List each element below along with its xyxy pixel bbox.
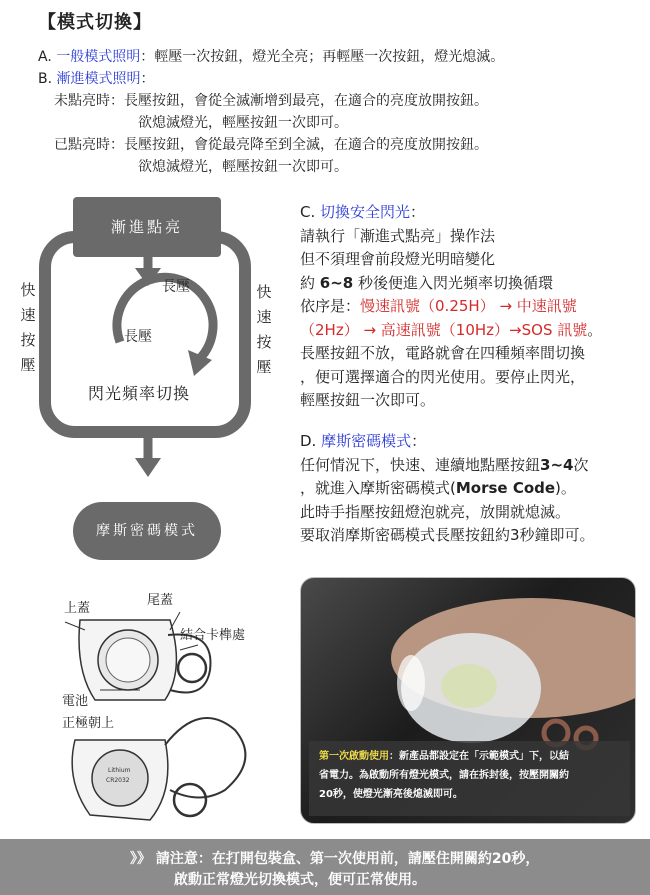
d-line2-post: )。 <box>555 479 576 497</box>
line3-post: 秒後便進入閃光頻率切換循環 <box>353 273 554 292</box>
long-press-label-1: 長壓 <box>162 279 190 295</box>
section-c-line-6: 長壓按鈕不放，電路就會在四種頻率間切換 <box>300 344 586 362</box>
section-c-line-4 <box>300 295 602 319</box>
section-c-heading <box>300 201 602 225</box>
carabiner-top <box>178 654 206 682</box>
label-positive-up: 正極朝上 <box>62 716 115 731</box>
right-char-3: 按 <box>256 333 272 351</box>
arrow-down-2-head <box>135 458 161 477</box>
line3-seconds: 6~8 <box>319 273 354 292</box>
section-d-line-1 <box>300 454 595 478</box>
coin-label-1: Lithium <box>108 767 131 774</box>
section-c-line-8: 輕壓按鈕一次即可。 <box>300 391 436 409</box>
section-c-name: 切換安全閃光 <box>320 203 411 221</box>
left-char-1: 快 <box>20 281 36 299</box>
note-line-3: 20秒，使燈光漸亮後熄滅即可。 <box>319 789 463 800</box>
battery-illustration <box>40 590 290 830</box>
d-line1-count: 3~4 <box>540 455 574 474</box>
first-use-note <box>309 741 630 816</box>
section-b-colon: ： <box>140 71 155 87</box>
section-c-colon: ： <box>410 203 426 221</box>
section-b-heading <box>38 68 155 90</box>
section-a-prefix: A. <box>38 49 57 65</box>
right-char-4: 壓 <box>256 358 272 376</box>
fast-press-label-right <box>256 280 272 380</box>
carabiner-bottom <box>174 784 206 816</box>
section-b-line-2: 欲熄滅燈光，輕壓按鈕一次即可。 <box>138 115 348 131</box>
d-line2-morse: Morse Code <box>455 479 556 497</box>
section-c-line-3 <box>300 272 602 296</box>
tail-cover-pointer <box>170 612 180 630</box>
long-press-label-2: 長壓 <box>124 329 152 345</box>
label-battery: 電池 <box>62 694 89 709</box>
footer-line-1 <box>130 848 539 868</box>
clip-pointer <box>180 645 198 650</box>
section-b-name: 漸進模式照明 <box>56 71 141 87</box>
label-tail-cover: 尾蓋 <box>147 593 174 608</box>
coin-cell-top-inner <box>106 638 150 682</box>
section-c-line-7: ，便可選擇適合的閃光使用。要停止閃光， <box>300 367 586 386</box>
d-line1-pre: 任何情況下，快速、連續地點壓按鈕 <box>300 455 541 474</box>
d-line1-post: 次 <box>573 455 589 474</box>
section-a-text: ：輕壓一次按鈕，燈光全亮；再輕壓一次按鈕，燈光熄滅。 <box>140 49 505 65</box>
section-a-name: 一般模式照明 <box>56 49 141 65</box>
section-c <box>300 201 602 413</box>
section-d-name: 摩斯密碼模式 <box>321 432 412 450</box>
right-char-2: 速 <box>256 308 272 326</box>
footer-text-1: 請注意：在打開包裝盒、第一次使用前，請壓住開關約20秒， <box>155 851 540 867</box>
left-char-2: 速 <box>20 306 36 324</box>
d-line2-pre: ，就進入摩斯密碼模式( <box>300 479 456 497</box>
section-c-line-5 <box>300 319 602 343</box>
light-glow <box>397 655 425 711</box>
opened-cover-lid <box>165 718 245 798</box>
label-clip: 結合卡榫處 <box>180 628 246 643</box>
section-d-line-3: 此時手指壓按鈕燈泡就亮，放開就熄滅。 <box>300 502 571 521</box>
left-char-3: 按 <box>20 331 36 349</box>
section-a <box>38 46 504 68</box>
section-d-heading <box>300 430 595 454</box>
note-highlight: 第一次啟動使用 <box>319 751 389 762</box>
coin-label-2: CR2032 <box>106 777 130 784</box>
right-char-1: 快 <box>256 283 272 301</box>
section-c-line-2: 但不須理會前段燈光明暗變化 <box>300 250 496 268</box>
section-d-colon: ： <box>411 432 427 450</box>
label-top-cover: 上蓋 <box>64 601 91 616</box>
section-b-line-1: 未點亮時：長壓按鈕，會從全滅漸增到最亮，在適合的亮度放開按鈕。 <box>54 93 488 109</box>
note-line-2: 省電力。為啟動所有燈光模式，請在拆封後，按壓開關約 <box>319 770 569 781</box>
section-b-line-4: 欲熄滅燈光，輕壓按鈕一次即可。 <box>138 159 348 175</box>
light-lens <box>441 664 497 708</box>
fast-press-label-left <box>20 278 36 378</box>
line5-end: 。 <box>587 320 603 339</box>
node-morse-mode: 摩斯密碼模式 <box>73 502 221 560</box>
line4-signals: 慢速訊號（0.25H） → 中速訊號 <box>360 297 577 315</box>
node-progressive-lighting: 漸進點亮 <box>73 197 221 257</box>
section-c-prefix: C. <box>300 203 321 221</box>
page-title: 【模式切換】 <box>38 12 152 33</box>
note-text-1: ：新產品都設定在「示範模式」下，以結 <box>389 751 569 762</box>
line3-pre: 約 <box>300 273 320 292</box>
footer-marker: 》》 <box>130 851 151 867</box>
footer-notice <box>0 839 650 895</box>
line5-signals: （2Hz） → 高速訊號（10Hz）→SOS 訊號 <box>300 320 588 339</box>
left-char-4: 壓 <box>20 356 36 374</box>
section-d <box>300 430 595 548</box>
section-d-line-2 <box>300 477 595 501</box>
note-line-1 <box>319 747 624 766</box>
section-b-prefix: B. <box>38 71 57 87</box>
section-d-prefix: D. <box>300 432 322 450</box>
section-b-line-3: 已點亮時：長壓按鈕，會從最亮降至到全滅，在適合的亮度放開按鈕。 <box>54 137 488 153</box>
line4-pre: 依序是： <box>300 297 361 315</box>
footer-line-2: 啟動正常燈光切換模式，便可正常使用。 <box>174 872 426 888</box>
section-c-line-1: 請執行「漸進式點亮」操作法 <box>300 226 496 245</box>
section-d-line-4: 要取消摩斯密碼模式長壓按鈕約3秒鐘即可。 <box>300 526 595 544</box>
flash-frequency-label: 閃光頻率切換 <box>88 384 191 403</box>
